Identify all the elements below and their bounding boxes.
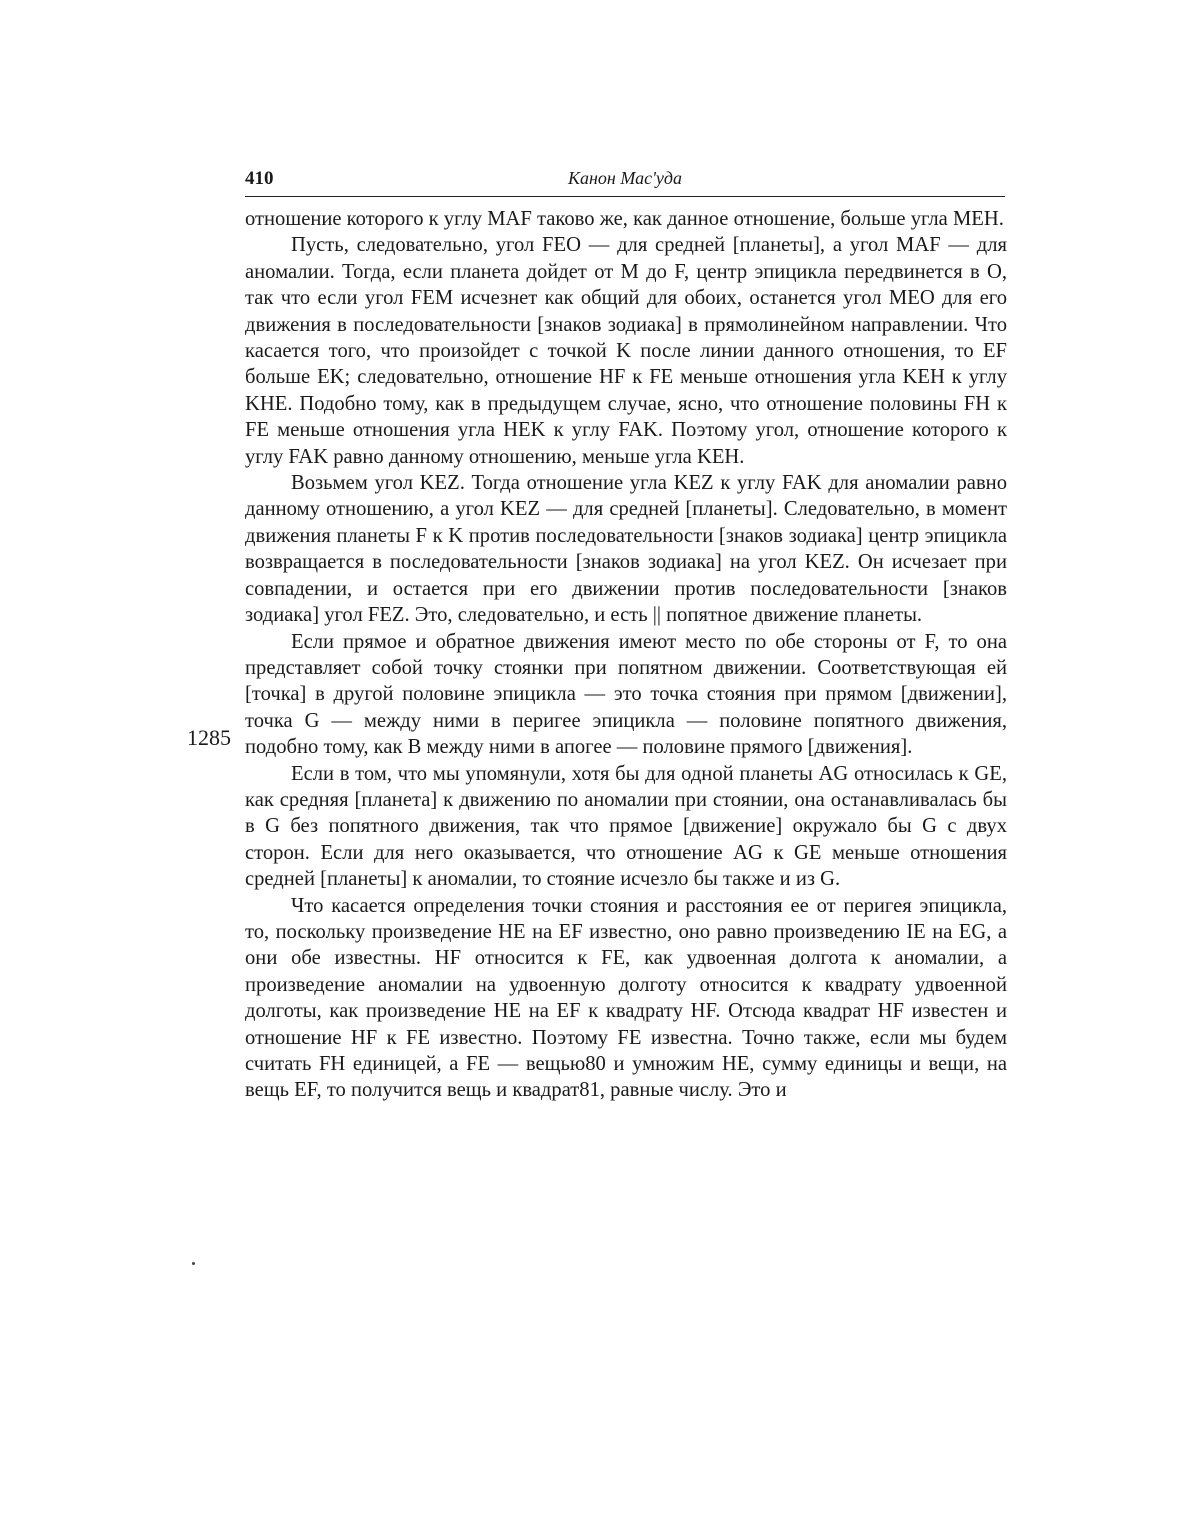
paragraph-6: Что касается определения точки стояния и расстояния ее от перигея эпицикла, то, поскольку произведение HE на EF известно, оно равно произведению IE на EG, а они обе известны. HF относится к FE, как удвоенная долгота к аномалии, а произведение аномалии на удвоенную долготу относится к квадрату удвоенной долготы, как произведение HE на EF к квадрату HF. Отсюда квадрат HF известен и отношение HF к FE известно. Поэтому FE известна. Точно также, если мы будем считать FH единицей, а FE — вещью80 и умножим HE, сумму единицы и вещи, на вещь EF, то получится вещь и квадрат81, равные числу. Это и: [245, 894, 1007, 1102]
print-speck: [192, 1262, 195, 1265]
margin-line-number: 1285: [187, 725, 231, 750]
paragraph-1: отношение которого к углу MAF таково же, как данное отношение, больше угла MEH.: [245, 208, 1004, 230]
paragraph-4: Если прямое и обратное движения имеют место по обе стороны от F, то она представляет собой точку стоянки при попятном движении. Соответствующая ей [точка] в другой половине эпицикла — это точка стояния при прямом [движении], точка G — между ними в перигее эпицикла — половине попятного движения, подобно тому, как B между ними в апогее — половине прямого [движения].: [245, 630, 1007, 759]
paragraph-5: Если в том, что мы упомянули, хотя бы для одной планеты AG относилась к GE, как средняя [планета] к движению по аномалии при стоянии, она останавливалась бы в G без попятного движения, так что прямое [движение] окружало бы G с двух сторон. Если для него оказывается, что отношение AG к GE меньше отношения средней [планеты] к аномалии, то стояние исчезло бы также и из G.: [245, 762, 1007, 891]
running-title: Канон Мас'уда: [568, 168, 682, 188]
paragraph-3: Возьмем угол KEZ. Тогда отношение угла KEZ к углу FAK для аномалии равно данному отношению, а угол KEZ — для средней [планеты]. Следовательно, в момент движения планеты F к K против последовательности [знаков зодиака] центр эпицикла возвращается в последовательности [знаков зодиака] на угол KEZ. Он исчезает при совпадении, и остается при его движении против последовательности [знаков зодиака] угол FEZ. Это, следовательно, и есть || попятное движение планеты.: [245, 472, 1007, 627]
running-header: [245, 166, 1005, 197]
page-body: [245, 206, 1007, 1104]
paragraph-2: Пусть, следовательно, угол FEO — для средней [планеты], а угол MAF — для аномалии. Тогда, если планета дойдет от M до F, центр эпицикла передвинется в O, так что если угол FEM исчезнет как общий для обоих, останется угол MEO для его движения в последовательности [знаков зодиака] в прямолинейном направлении. Что касается того, что произойдет с точкой K после линии данного отношения, то EF больше EK; следовательно, отношение HF к FE меньше отношения угла KEH к углу KHE. Подобно тому, как в предыдущем случае, ясно, что отношение половины FH к FE меньше отношения угла HEK к углу FAK. Поэтому угол, отношение которого к углу FAK равно данному отношению, меньше угла KEH.: [245, 234, 1007, 468]
page-number: 410: [245, 168, 274, 189]
